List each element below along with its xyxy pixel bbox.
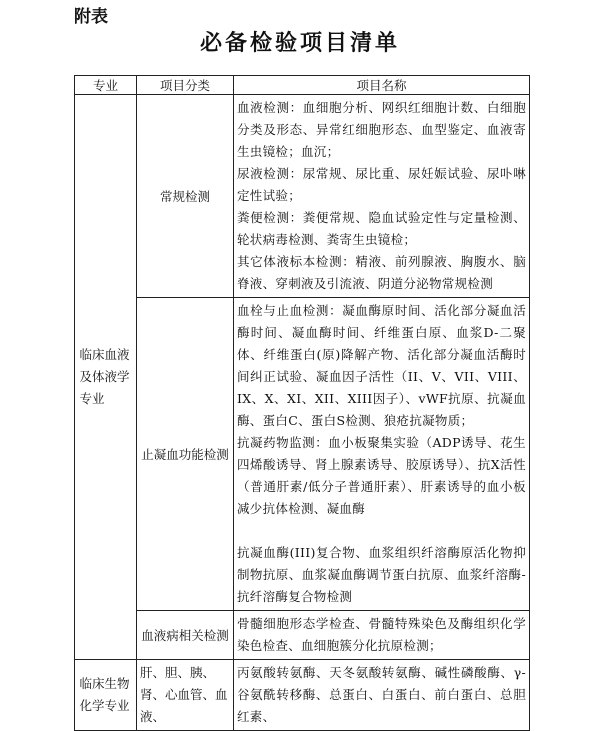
- category-cell: [137, 611, 234, 660]
- category-cell: [137, 95, 234, 298]
- item-paragraph: 骨髓细胞形态学检查、骨髓特殊染色及酶组织化学染色检查、血细胞簇分化抗原检测；: [237, 616, 526, 653]
- item-paragraph: 其它体液标本检测：精液、前列腺液、胸腹水、脑脊液、穿刺液及引流液、阴道分泌物常规检测: [237, 254, 526, 291]
- items-cell: [234, 298, 530, 611]
- header-category: 项目分类: [137, 76, 234, 95]
- item-paragraph: 血栓与止血检测：凝血酶原时间、活化部分凝血活酶时间、凝血酶时间、纤维蛋白原、血浆D-二聚体、纤维蛋白(原)降解产物、活化部分凝血活酶时间纠正试验、凝血因子活性（II、V、VII、VIII、IX、X、XI、XII、XIII因子）、vWF抗原、抗凝血酶、蛋白C、蛋白S检测、狼疮抗凝物质；: [237, 303, 526, 428]
- items-cell: [234, 660, 530, 731]
- item-paragraph: 粪便检测：粪便常规、隐血试验定性与定量检测、轮状病毒检测、粪寄生虫镜检；: [237, 210, 526, 247]
- table-header-row: [75, 76, 530, 95]
- items-cell: [234, 611, 530, 660]
- inspection-items-table: [74, 75, 530, 731]
- appendix-label: 附表: [74, 7, 108, 27]
- table-row: [75, 298, 530, 611]
- page-title: 必备检验项目清单: [199, 30, 400, 56]
- table-row: [75, 660, 530, 731]
- items-cell: [234, 95, 530, 298]
- item-paragraph: 抗凝血酶(III)复合物、血浆组织纤溶酶原活化物抑制物抗原、血浆凝血酶调节蛋白抗原、血浆纤溶酶-抗纤溶酶复合物检测: [237, 545, 526, 604]
- table-row: [75, 95, 530, 298]
- category-label: 止凝血功能检测: [141, 447, 229, 462]
- category-label: 肝、胆、胰、肾、心血管、血液、: [140, 665, 228, 724]
- item-paragraph: 血液检测：血细胞分析、网织红细胞计数、白细胞分类及形态、异常红细胞形态、血型鉴定、血液寄生虫镜检；血沉；: [237, 100, 526, 159]
- item-paragraph: 尿液检测：尿常规、尿比重、尿妊娠试验、尿卟啉定性试验；: [237, 166, 526, 203]
- specialty-cell: [75, 95, 137, 660]
- category-cell: [137, 660, 234, 731]
- category-label: 血液病相关检测: [141, 628, 229, 643]
- specialty-label: 临床生物化学专业: [79, 676, 130, 713]
- specialty-cell: [75, 660, 137, 731]
- table-row: [75, 611, 530, 660]
- category-cell: [137, 298, 234, 611]
- category-label: 常规检测: [159, 189, 210, 204]
- item-paragraph: 抗凝药物监测：血小板聚集实验（ADP诱导、花生四烯酸诱导、肾上腺素诱导、胶原诱导）、抗X活性（普通肝素/低分子普通肝素）、肝素诱导的血小板减少抗体检测、凝血酶: [237, 435, 526, 516]
- header-items: 项目名称: [234, 76, 530, 95]
- header-specialty: 专业: [75, 76, 137, 95]
- paragraph-gap: [237, 520, 526, 542]
- specialty-label: 临床血液及体液学专业: [79, 347, 130, 406]
- item-paragraph: 丙氨酸转氨酶、天冬氨酸转氨酶、碱性磷酸酶、γ-谷氨酰转移酶、总蛋白、白蛋白、前白蛋白、总胆红素、: [237, 665, 526, 724]
